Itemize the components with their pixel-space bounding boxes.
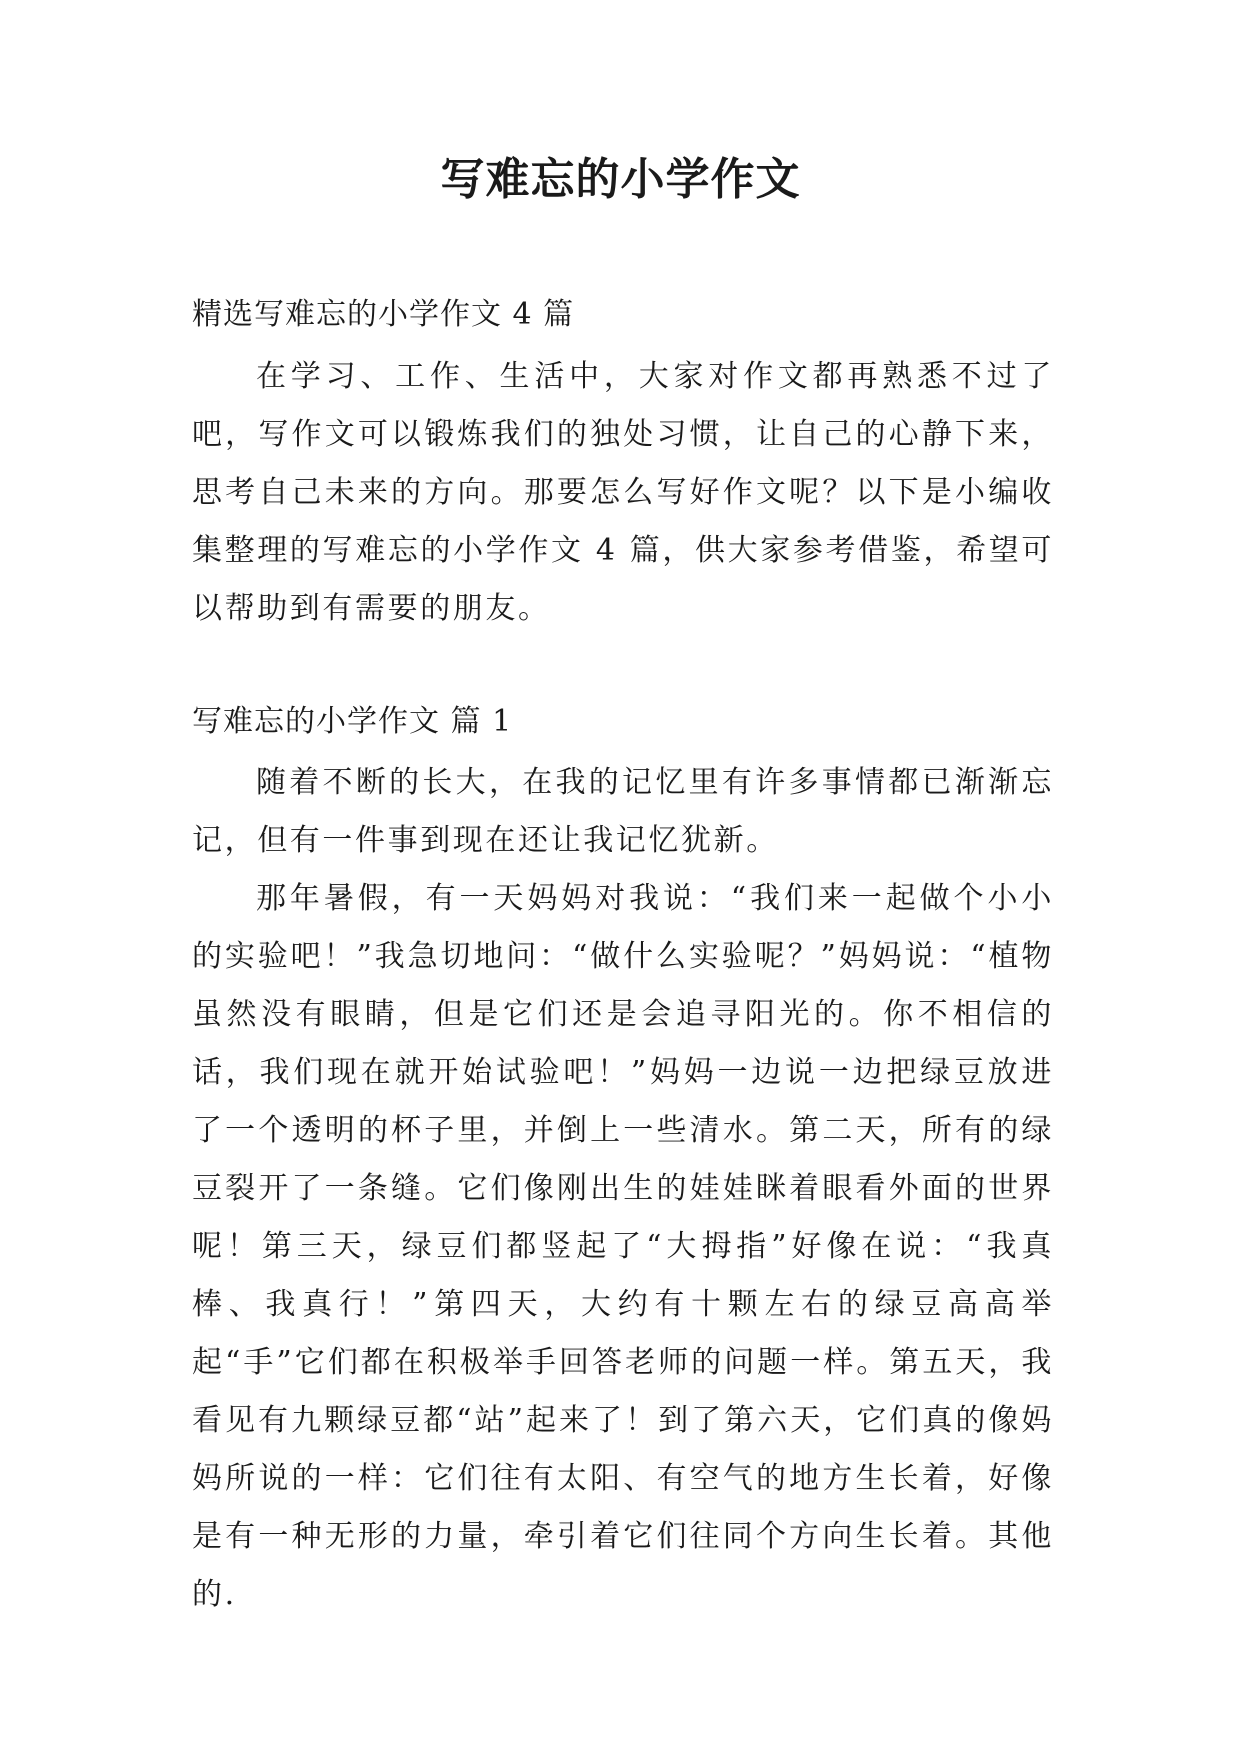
section-body xyxy=(192,754,1054,1624)
document-title: 写难忘的小学作文 xyxy=(440,154,801,205)
section-heading: 写难忘的小学作文 篇 1 xyxy=(192,704,513,739)
body-paragraph: 随着不断的长大，在我的记忆里有许多事情都已渐渐忘记，但有一件事到现在还让我记忆犹新。 xyxy=(192,765,1054,858)
body-paragraph: 那年暑假，有一天妈妈对我说：“我们来一起做个小小的实验吧！”我急切地问：“做什么实验呢？”妈妈说：“植物虽然没有眼睛，但是它们还是会追寻阳光的。你不相信的话，我们现在就开始试验吧！”妈妈一边说一边把绿豆放进了一个透明的杯子里，并倒上一些清水。第二天，所有的绿豆裂开了一条缝。它们像刚出生的娃娃眯着眼看外面的世界呢！第三天，绿豆们都竖起了“大拇指”好像在说：“我真棒、我真行！”第四天，大约有十颗左右的绿豆高高举起“手”它们都在积极举手回答老师的问题一样。第五天，我看见有九颗绿豆都“站”起来了！到了第六天，它们真的像妈妈所说的一样：它们往有太阳、有空气的地方生长着，好像是有一种无形的力量，牵引着它们往同个方向生长着。其他的. xyxy=(192,881,1054,1612)
intro-paragraph: 在学习、工作、生活中，大家对作文都再熟悉不过了吧，写作文可以锻炼我们的独处习惯，让自己的心静下来，思考自己未来的方向。那要怎么写好作文呢？以下是小编收集整理的写难忘的小学作文 4 篇，供大家参考借鉴，希望可以帮助到有需要的朋友。 xyxy=(192,359,1054,626)
document-subtitle: 精选写难忘的小学作文 4 篇 xyxy=(192,297,575,332)
intro-section xyxy=(192,348,1054,638)
